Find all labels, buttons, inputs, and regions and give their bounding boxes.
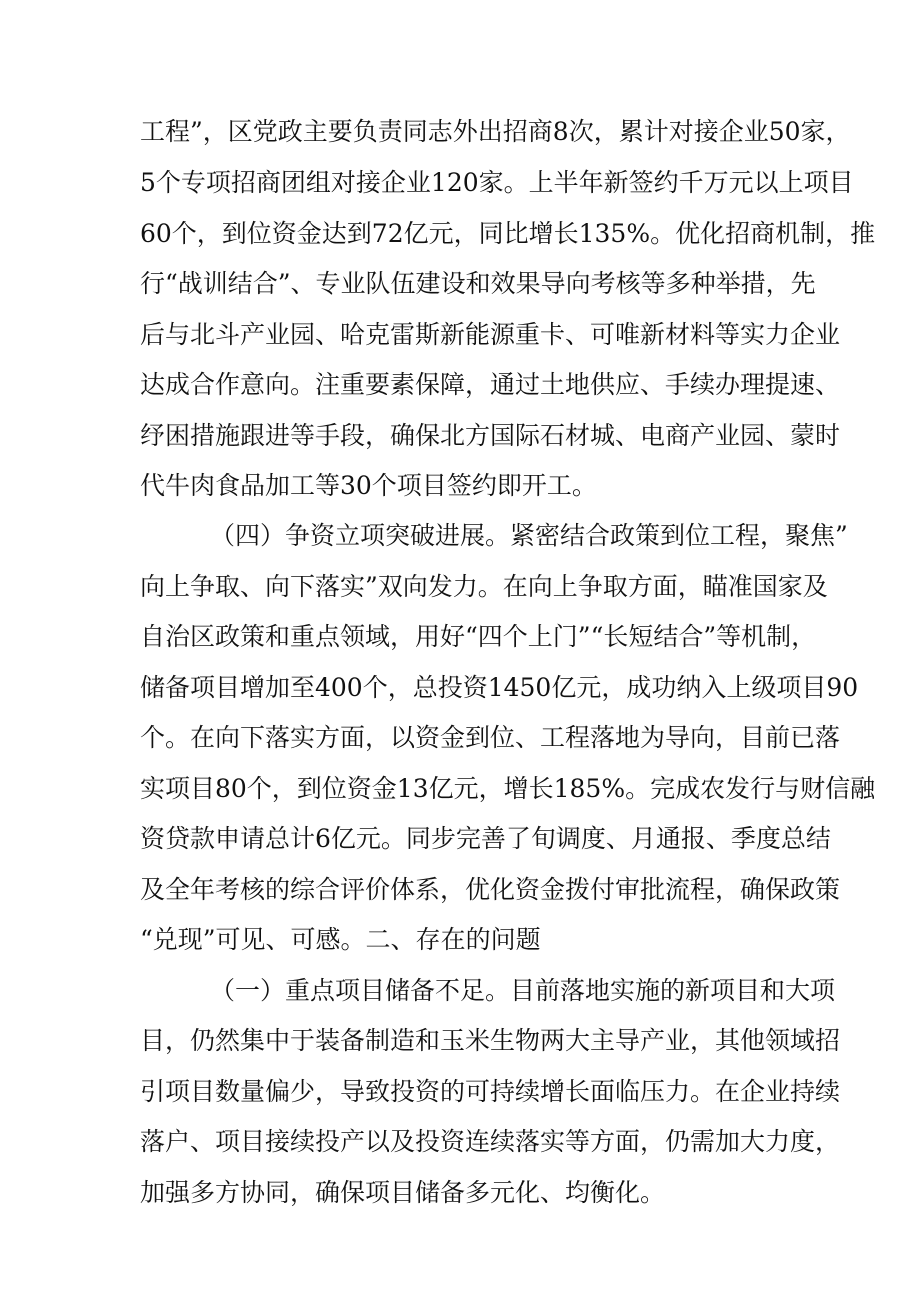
text-line: 目，仍然集中于装备制造和玉米生物两大主导产业，其他领域招 [140, 1026, 841, 1055]
paragraph-heading-4: （四）争资立项突破进展。紧密结合政策到位工程，聚焦” [210, 521, 848, 550]
text-line: 后与北斗产业园、哈克雷斯新能源重卡、可唯新材料等实力企业 [140, 320, 841, 349]
text-line: 60个，到位资金达到72亿元，同比增长135%。优化招商机制，推 [140, 219, 876, 248]
text-line: 实项目80个，到位资金13亿元，增长185%。完成农发行与财信融 [140, 774, 876, 803]
text-line: 及全年考核的综合评价体系，优化资金拨付审批流程，确保政策 [140, 875, 841, 904]
text-line: 向上争取、向下落实”双向发力。在向上争取方面，瞄准国家及 [140, 572, 828, 601]
text-line: 代牛肉食品加工等30个项目签约即开工。 [140, 471, 597, 500]
text-line: 自治区政策和重点领域，用好“四个上门”“长短结合”等机制， [140, 622, 817, 651]
text-line: 引项目数量偏少，导致投资的可持续增长面临压力。在企业持续 [140, 1077, 841, 1106]
paragraph-heading-1: （一）重点项目储备不足。目前落地实施的新项目和大项 [210, 976, 836, 1005]
text-line: 加强多方协同，确保项目储备多元化、均衡化。 [140, 1178, 666, 1207]
text-line: 资贷款申请总计6亿元。同步完善了旬调度、月通报、季度总结 [140, 824, 831, 853]
text-line: 达成合作意向。注重要素保障，通过土地供应、手续办理提速、 [140, 370, 841, 399]
text-line: 工程”，区党政主要负责同志外出招商8次，累计对接企业50家， [140, 117, 851, 146]
text-line: 落户、项目接续投产以及投资连续落实等方面，仍需加大力度， [140, 1127, 841, 1156]
text-line: 纾困措施跟进等手段，确保北方国际石材城、电商产业园、蒙时 [140, 421, 841, 450]
text-line: 个。在向下落实方面，以资金到位、工程落地为导向，目前已落 [140, 723, 841, 752]
text-line: “兑现”可见、可感。二、存在的问题 [140, 925, 541, 954]
text-line: 行“战训结合”、专业队伍建设和效果导向考核等多种举措，先 [140, 269, 816, 298]
text-line: 5个专项招商团组对接企业120家。上半年新签约千万元以上项目 [140, 168, 854, 197]
text-line: 储备项目增加至400个，总投资1450亿元，成功纳入上级项目90 [140, 673, 859, 702]
